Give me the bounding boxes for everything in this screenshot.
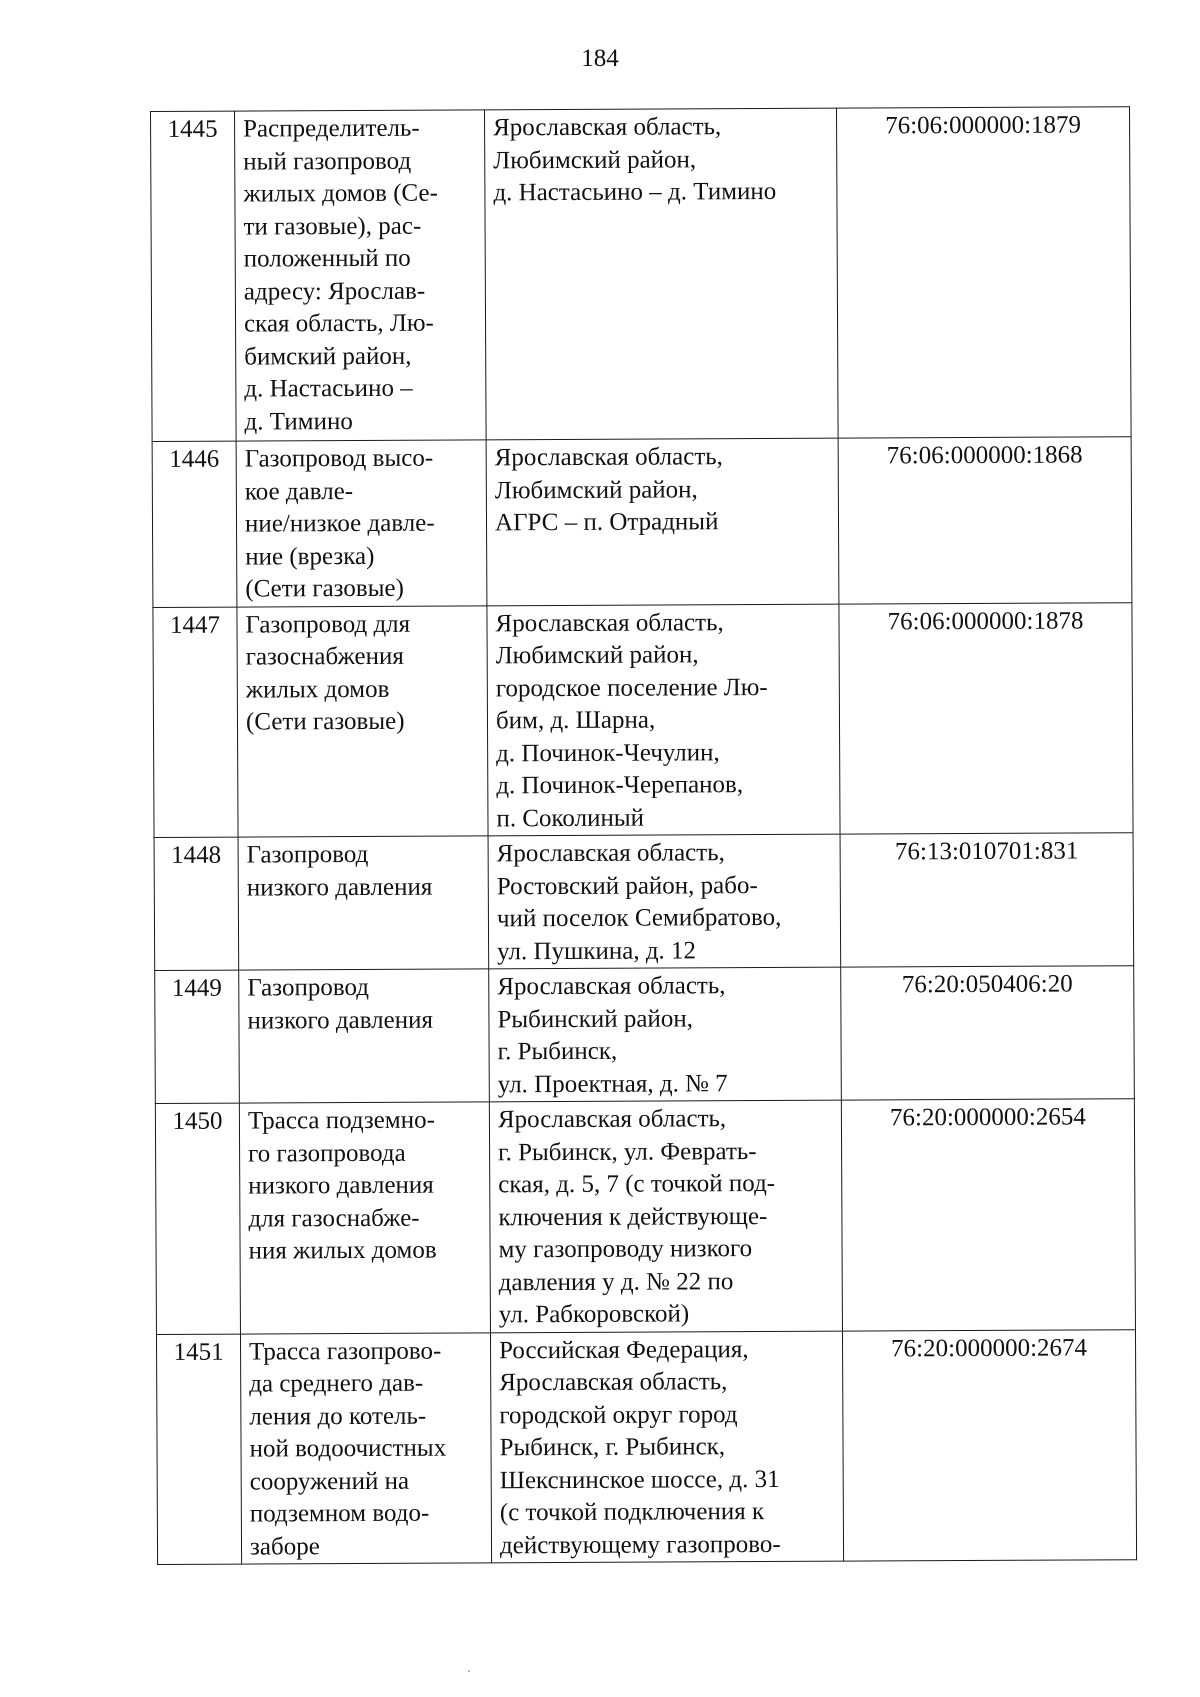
table-row	[156, 1329, 1136, 1564]
row-number: 1447	[153, 607, 238, 838]
object-address: Ярославская область, Ростовский район, рабо- чий поселок Семибратово, ул. Пушкина, д. 12	[488, 834, 841, 969]
object-name: Газопровод высо- кое давле- ние/низкое давле- ние (врезка) (Сети газовые)	[236, 440, 487, 607]
cadastral-number: 76:13:010701:831	[840, 833, 1134, 967]
row-number: 1451	[156, 1334, 241, 1565]
object-address: Ярославская область, Любимский район, д. Настасьино – д. Тимино	[484, 108, 838, 440]
object-name: Газопровод низкого давления	[238, 836, 489, 970]
object-address: Ярославская область, Любимский район, городское поселение Лю- бим, д. Шарна, д. Починок-Чечулин, д. Починок-Черепанов, п. Соколиный	[487, 604, 840, 836]
table-row	[152, 437, 1132, 607]
scan-speck	[468, 1670, 470, 1672]
object-name: Газопровод для газоснабжения жилых домов (Сети газовые)	[237, 605, 488, 837]
row-number: 1449	[155, 970, 240, 1103]
table-row	[151, 107, 1132, 442]
object-name: Трасса газопрово- да среднего дав- ления до котель- ной водоочистных сооружений на подземном водо- заборе	[240, 1332, 491, 1564]
page-number: 184	[581, 45, 619, 72]
cadastral-number: 76:06:000000:1868	[838, 437, 1132, 604]
object-name: Газопровод низкого давления	[239, 969, 490, 1103]
object-name: Распределитель- ный газопровод жилых домов (Се- ти газовые), рас- положенный по адресу: Ярослав- ская область, Лю- бимский район, д. Настасьино – д. Тимино	[235, 110, 487, 441]
table-row	[155, 966, 1135, 1104]
object-address: Ярославская область, Любимский район, АГРС – п. Отрадный	[486, 438, 839, 605]
table-row	[155, 1099, 1135, 1334]
object-address: Ярославская область, Рыбинский район, г. Рыбинск, ул. Проектная, д. № 7	[489, 967, 842, 1102]
cadastral-number: 76:20:000000:2674	[842, 1329, 1136, 1561]
table-row	[154, 833, 1134, 971]
object-address: Ярославская область, г. Рыбинск, ул. Феврать- ская, д. 5, 7 (с точкой под- ключения к действующе- му газопроводу низкого давления у д. № 22 по ул. Рабкоровской)	[489, 1100, 842, 1332]
object-address: Российская Федерация, Ярославская область, городской округ город Рыбинск, г. Рыбинск, Шекснинское шоссе, д. 31 (с точкой подключения к действующему газопрово-	[490, 1331, 843, 1563]
cadastral-number: 76:20:000000:2654	[841, 1099, 1135, 1331]
cadastral-number: 76:06:000000:1878	[839, 602, 1133, 834]
table-row	[153, 602, 1133, 837]
object-name: Трасса подземно- го газопровода низкого давления для газоснабже- ния жилых домов	[239, 1102, 490, 1334]
row-number: 1445	[151, 111, 237, 441]
row-number: 1446	[152, 441, 237, 607]
cadastral-number: 76:06:000000:1879	[836, 107, 1131, 438]
row-number: 1448	[154, 837, 239, 970]
cadastral-number: 76:20:050406:20	[841, 966, 1135, 1100]
row-number: 1450	[155, 1103, 240, 1334]
registry-table	[150, 106, 1137, 1565]
